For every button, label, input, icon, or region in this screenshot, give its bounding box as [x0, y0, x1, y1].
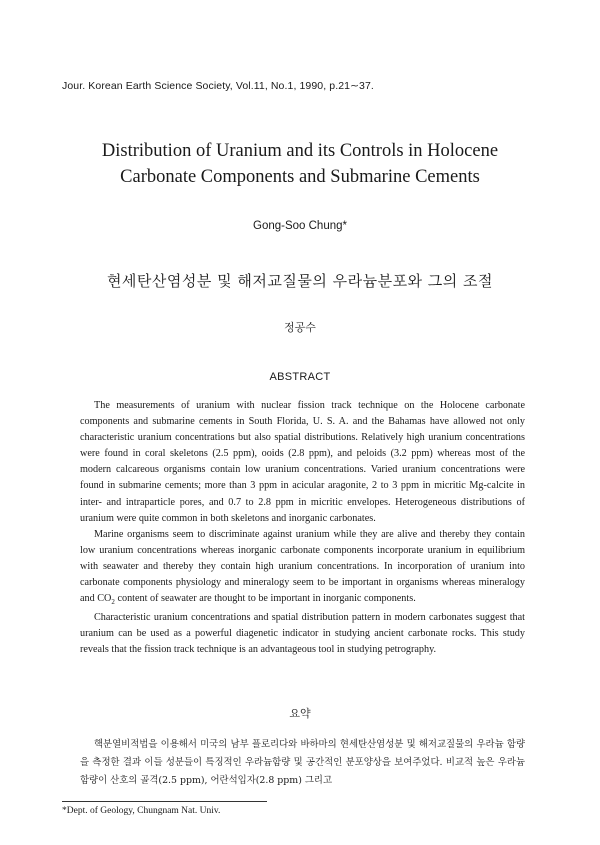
summary-body — [80, 736, 525, 790]
abstract-paragraph-1: The measurements of uranium with nuclear fission track technique on the Holocene carbonate components and submarine cements in South Florida, U. S. A. and the Bahamas have allowed not only characteristic uranium concentrations but also spatial distributions. Relatively high uranium concentrations were found in coral skeletons (2.5 ppm), ooids (2.8 ppm), and peloids (3.2 ppm) whereas most of the modern calcareous organisms contain low uranium concentrations. Varied uranium concentrations were found in submarine cements; more than 3 ppm in acicular aragonite, 2 to 3 ppm in micritic Mg-calcite in inter- and intraparticle pores, and 0.7 to 2.8 ppm in micritic envelopes. Heterogeneous distributions of uranium were quite common in both skeletons and inorganic carbonates. — [80, 400, 525, 524]
korean-author-name: 정공수 — [284, 321, 316, 334]
footnote-affiliation: *Dept. of Geology, Chungnam Nat. Univ. — [62, 806, 221, 816]
paper-title — [40, 138, 560, 190]
title-line-1: Distribution of Uranium and its Controls in Holocene — [101, 141, 499, 161]
summary-heading: 요약 — [289, 707, 311, 720]
abstract-body — [80, 398, 525, 659]
abstract-paragraph-2-text-end: content of seawater are thought to be important in inorganic components. — [114, 593, 416, 605]
title-line-2: Carbonate Components and Submarine Cements — [120, 167, 480, 187]
co2-subscript: 2 — [111, 598, 115, 607]
summary-paragraph-1: 핵분열비적법을 이용해서 미국의 남부 플로리다와 바하마의 현세탄산염성분 및 해저교질물의 우라늄 함량을 측정한 결과 이들 성분들이 특징적인 우라늄함량 및 공간적인 분포양상을 보여주었다. 비교적 높은 우라늄함량이 산호의 골격(2.5 ppm), 어란석입자(2.8 ppm) 그리고 — [80, 739, 525, 786]
author-name: Gong-Soo Chung* — [253, 220, 347, 232]
abstract-paragraph-2 — [80, 527, 525, 611]
journal-reference: Jour. Korean Earth Science Society, Vol.11, No.1, 1990, p.21∼37. — [62, 80, 374, 92]
abstract-paragraph-2-text: Marine organisms seem to discriminate against uranium while they are alive and thereby they contain low uranium concentrations whereas inorganic carbonate components incorporate uranium in equilibrium with seawater and thereby they contain high uranium concentrations. In incorporation of uranium into carbonate components physiology and mineralogy seem to be important in organisms whereas mineralogy and CO — [80, 528, 525, 605]
korean-title: 현세탄산염성분 및 해저교질물의 우라늄분포와 그의 조절 — [106, 272, 494, 290]
abstract-paragraph-3: Characteristic uranium concentrations and spatial distribution pattern in modern carbonates suggest that uranium can be used as a powerful diagenetic indicator in studying ancient carbonate rocks. This study reveals that the fission track technique is an advantageous tool in studying petrography. — [80, 612, 525, 656]
abstract-heading: ABSTRACT — [269, 371, 331, 383]
footnote-divider — [62, 801, 267, 802]
